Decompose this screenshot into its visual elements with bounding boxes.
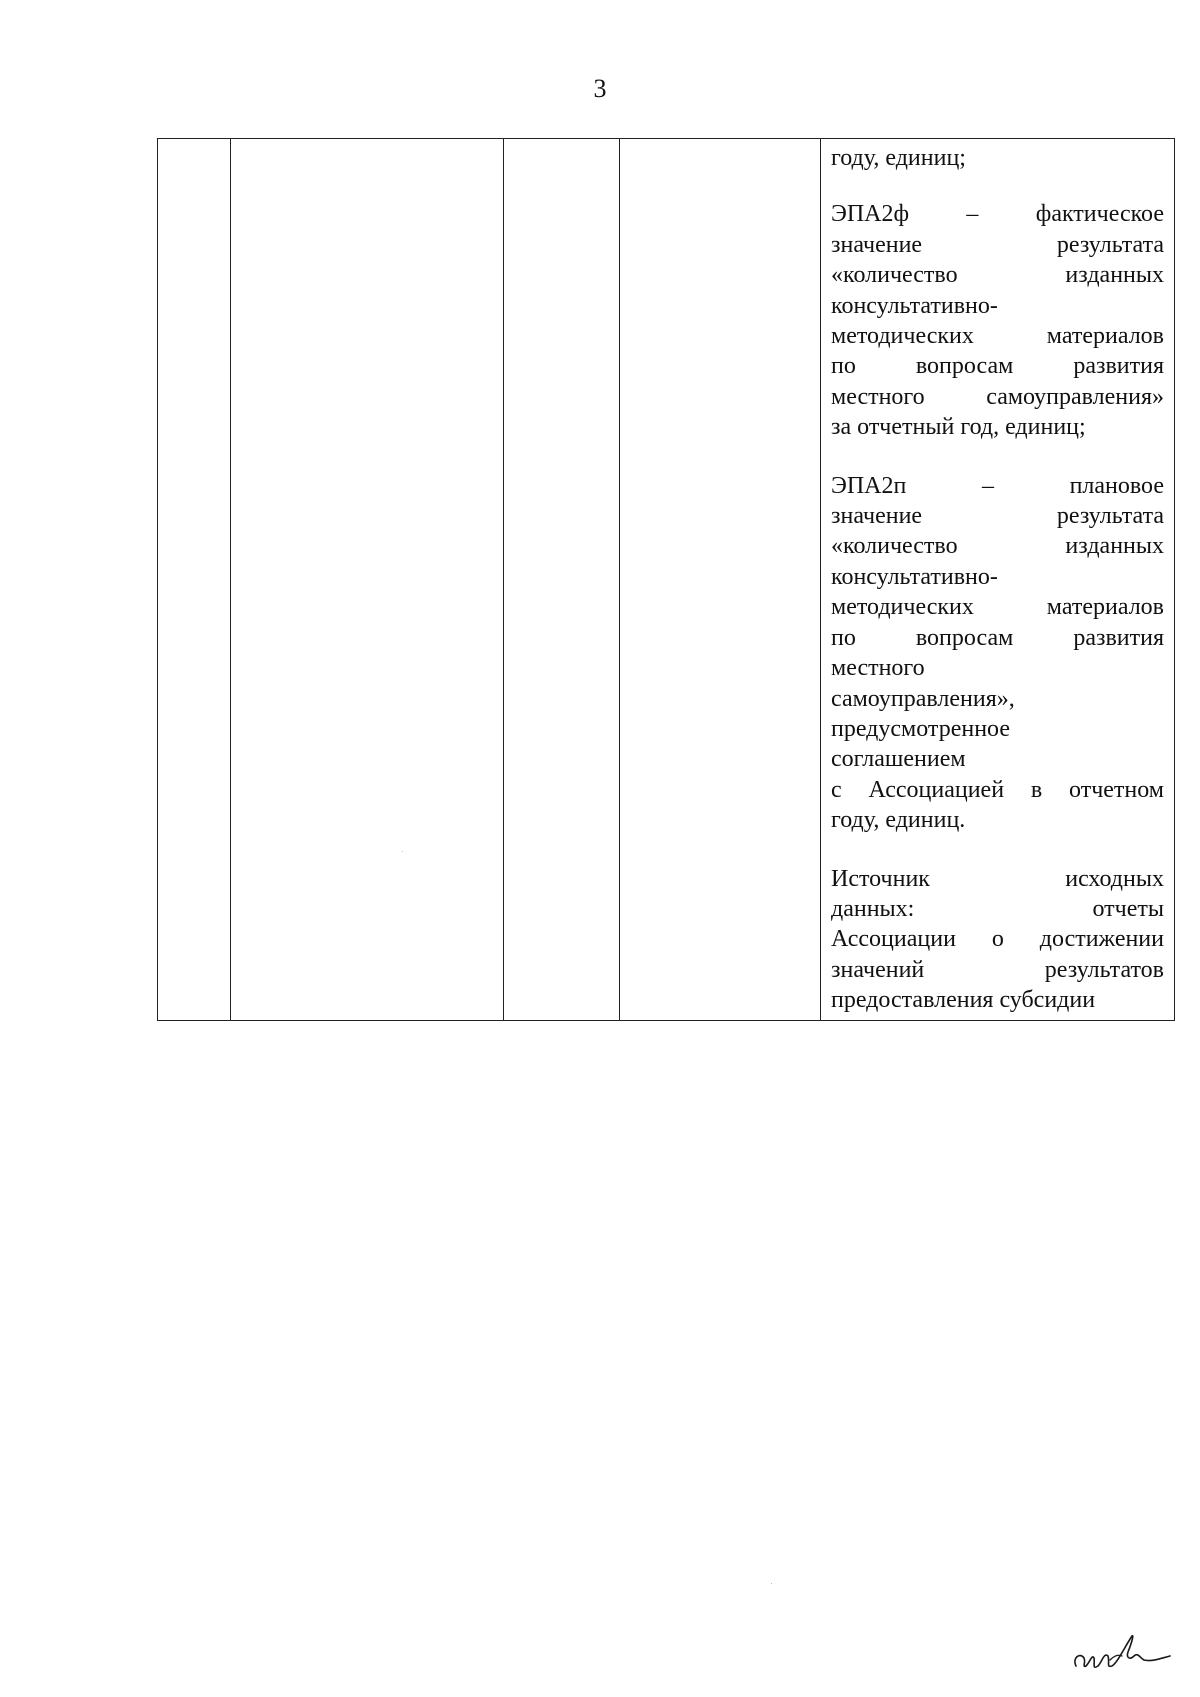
text-line: «количество изданных xyxy=(831,533,1164,560)
text-line: консультативно- xyxy=(831,563,998,590)
text-line: данных: отчеты xyxy=(831,895,1164,922)
text-line: «количество изданных xyxy=(831,262,1164,289)
handwritten-signature-icon xyxy=(1070,1628,1174,1678)
text-line: году, единиц; xyxy=(831,145,966,171)
text-line: с Ассоциацией в отчетном xyxy=(831,776,1164,803)
text-line: предусмотренное xyxy=(831,715,1010,742)
text-line: году, единиц. xyxy=(831,807,966,834)
text-line: Ассоциации о достижении xyxy=(831,926,1164,953)
paragraph-data-source xyxy=(831,864,1164,1016)
paragraph-epa2f xyxy=(831,199,1164,442)
table-cell-name xyxy=(231,139,504,1021)
scan-artifact xyxy=(771,1583,772,1584)
text-line: значений результатов xyxy=(831,956,1164,983)
text-line: за отчетный год, единиц; xyxy=(831,414,1086,441)
paragraph-epa2p xyxy=(831,471,1164,836)
text-line: Источник исходных xyxy=(831,865,1164,892)
text-line: ЭПА2ф – фактическое xyxy=(831,201,1164,228)
table-cell-number xyxy=(158,139,231,1021)
text-line: значение результата xyxy=(831,503,1164,530)
text-line: методических материалов xyxy=(831,323,1164,350)
text-line: предоставления субсидии xyxy=(831,987,1096,1014)
table-row xyxy=(158,139,1175,1021)
text-line: консультативно- xyxy=(831,292,998,319)
table-cell-unit xyxy=(504,139,620,1021)
text-line: местного самоуправления» xyxy=(831,383,1164,410)
text-line: значение результата xyxy=(831,231,1164,258)
page-number: 3 xyxy=(593,74,607,103)
paragraph-year-units xyxy=(831,143,1164,173)
text-line: по вопросам развития xyxy=(831,353,1164,380)
scan-artifact xyxy=(402,851,403,852)
text-line: ЭПА2п – плановое xyxy=(831,472,1164,499)
text-line: методических материалов xyxy=(831,594,1164,621)
text-line: местного xyxy=(831,655,925,682)
table-cell-description xyxy=(821,139,1175,1021)
indicator-table xyxy=(157,138,1175,1021)
table-cell-method xyxy=(620,139,821,1021)
text-line: соглашением xyxy=(831,746,966,773)
text-line: по вопросам развития xyxy=(831,624,1164,651)
text-line: самоуправления», xyxy=(831,685,1015,712)
